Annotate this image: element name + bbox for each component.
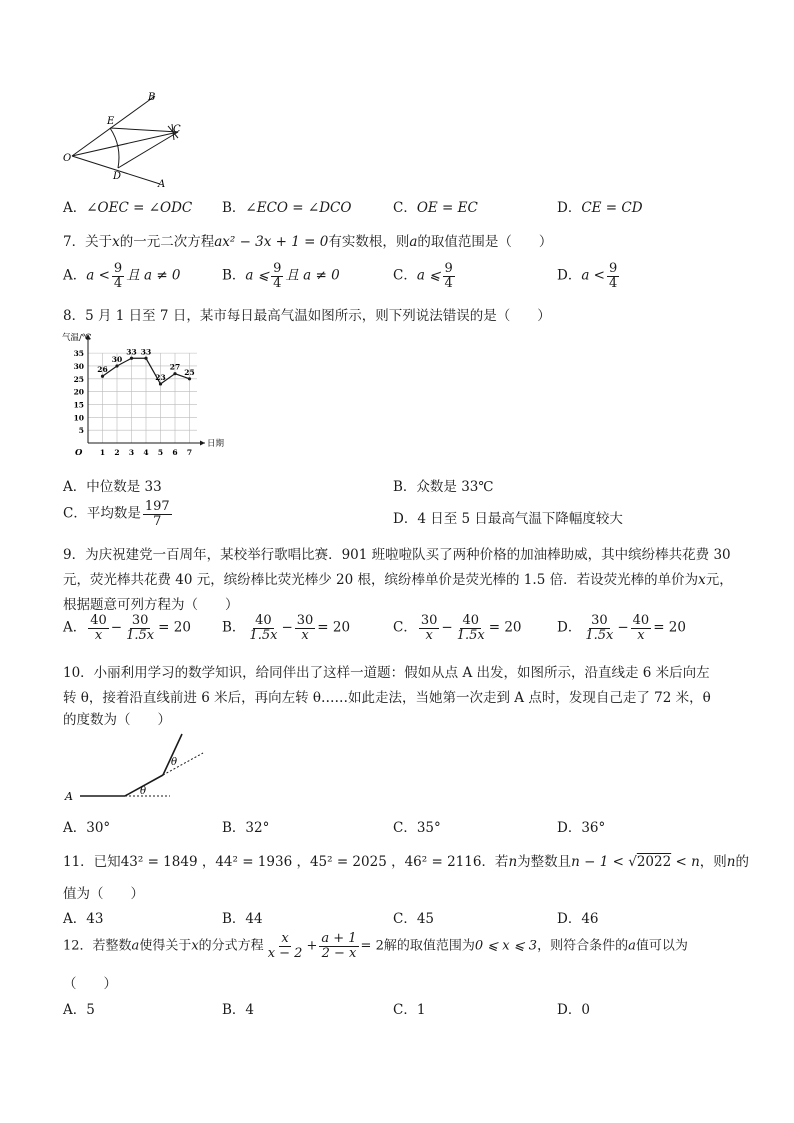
option-label: B． — [222, 200, 246, 216]
q8-option-c[interactable]: C．平均数是 $\frac{197}{7}$ — [63, 499, 170, 529]
x-axis-label: 日期 — [207, 439, 225, 449]
x-tick-label: 5 — [157, 448, 164, 457]
q8-option-a[interactable]: A．中位数是 33 — [63, 479, 162, 495]
label-o: O — [63, 153, 72, 164]
y-axis-label: 气温/℃ — [62, 333, 92, 343]
q6-option-b[interactable] — [222, 196, 351, 216]
y-tick-label: 15 — [73, 400, 84, 410]
q8-option-b[interactable]: B．众数是 33℃ — [393, 479, 494, 495]
q12-option-b[interactable]: B．4 — [222, 1002, 255, 1018]
q8-stem: 8．5 月 1 日至 7 日，某市每日最高气温如图所示，则下列说法错误的是（ ） — [63, 308, 551, 324]
q10-line-3: 的度数为（ ） — [63, 712, 171, 728]
q11-option-c[interactable]: C．45 — [393, 911, 435, 927]
label-d: D — [113, 171, 122, 182]
data-point — [130, 357, 133, 360]
q6-option-c[interactable] — [393, 196, 478, 216]
q12-option-d[interactable]: D．0 — [557, 1002, 590, 1018]
option-text: OE = EC — [416, 200, 478, 216]
q9-option-a[interactable]: A． $\frac{40}{x}$ − $\frac{30}{1.5x}$ = 20 — [63, 613, 191, 643]
q7-stem: 7．关于x的一元二次方程ax² − 3x + 1 = 0有实数根，则a的取值范围是（ ） — [63, 234, 553, 250]
data-point — [115, 364, 118, 367]
y-tick-label: 30 — [73, 361, 84, 371]
label-theta-1: θ — [140, 786, 147, 797]
q10-line-1: 10．小丽利用学习的数学知识，给同伴出了这样一道题：假如从点 A 出发，如图所示，沿直线走 6 米后向左 — [63, 665, 710, 681]
data-label: 23 — [155, 372, 166, 382]
option-label: C． — [393, 200, 417, 216]
q9-line-2: 元，荧光棒共花费 40 元，缤纷棒比荧光棒少 20 根，缤纷棒单价是荧光棒的 1.5 倍．若设荧光棒的单价为x元， — [63, 572, 733, 588]
q11-stem: 11．已知43² = 1849 ，44² = 1936 ，45² = 2025 ，46² = 2116．若n为整数且n − 1 < √2022 < n，则n的 — [63, 854, 749, 870]
option-label: A． — [63, 200, 87, 216]
y-tick-label: 10 — [73, 413, 84, 423]
label-a: A — [65, 790, 73, 803]
q10-option-d[interactable]: D．36° — [557, 820, 606, 836]
q12-option-a[interactable]: A．5 — [63, 1002, 95, 1018]
option-text: ∠OEC = ∠ODC — [86, 200, 193, 216]
data-point — [101, 375, 104, 378]
data-point — [173, 372, 176, 375]
data-label: 25 — [184, 367, 195, 377]
q6-option-d[interactable] — [557, 196, 643, 216]
option-text: CE = CD — [581, 200, 643, 216]
q8-option-d[interactable]: D．4 日至 5 日最高气温下降幅度较大 — [393, 511, 623, 527]
q9-line-1: 9．为庆祝建党一百周年，某校举行歌唱比赛．901 班啦啦队买了两种价格的加油棒助威，其中缤纷棒共花费 30 — [63, 547, 731, 563]
x-tick-label: 2 — [114, 448, 120, 457]
q6-option-a[interactable] — [63, 196, 192, 216]
x-tick-label: 1 — [99, 448, 106, 457]
label-theta-2: θ — [171, 757, 178, 768]
origin-label: O — [75, 448, 83, 458]
y-tick-label: 25 — [73, 374, 84, 384]
label-a: A — [158, 179, 166, 190]
label-b: B — [148, 92, 156, 103]
data-label: 33 — [140, 347, 152, 357]
q11-line-2: 值为（ ） — [63, 886, 144, 902]
q10-option-a[interactable]: A．30° — [63, 820, 111, 836]
data-point — [144, 357, 147, 360]
q11-option-a[interactable]: A．43 — [63, 911, 104, 927]
y-tick-label: 35 — [73, 349, 84, 359]
data-label: 27 — [169, 362, 181, 372]
y-tick-label: 5 — [78, 426, 84, 436]
x-tick-label: 4 — [143, 448, 149, 457]
q9-option-d[interactable]: D． $\frac{30}{1.5x}$ − $\frac{40}{x}$ = 20 — [557, 613, 686, 643]
q12-line-2: （ ） — [63, 976, 117, 992]
label-e: E — [107, 116, 115, 127]
q9-option-b[interactable]: B． $\frac{40}{1.5x}$ − $\frac{30}{x}$ = 20 — [222, 613, 351, 643]
data-point — [188, 377, 191, 380]
q11-option-b[interactable]: B．44 — [222, 911, 263, 927]
path-segment-3 — [163, 734, 182, 775]
x-tick-label: 3 — [128, 448, 135, 457]
q9-line-3: 根据题意可列方程为（ ） — [63, 597, 239, 613]
segment-dc — [118, 132, 178, 168]
q9-option-c[interactable]: C． $\frac{30}{x}$ − $\frac{40}{1.5x}$ = 20 — [393, 613, 522, 643]
q7-option-b[interactable]: B．a ⩽ $\frac{9}{4}$ 且 a ≠ 0 — [222, 261, 340, 291]
q7-option-c[interactable]: C．a ⩽ $\frac{9}{4}$ — [393, 261, 453, 291]
extension-2 — [163, 753, 203, 775]
q10-figure — [60, 728, 220, 808]
x-tick-label: 6 — [172, 448, 178, 457]
q10-line-2: 转 θ，接着沿直线前进 6 米后，再向左转 θ……如此走法，当她第一次走到 A 点时，发现自己走了 72 米，θ — [63, 690, 711, 706]
data-label: 33 — [126, 347, 137, 357]
q8-temperature-chart — [60, 328, 230, 468]
q12-stem: 12．若整数a使得关于x的分式方程 $\frac{x}{x - 2}$ + $\frac{a + 1}{2 - x}$ = 2解的取值范围为0 ⩽ x ⩽ 3，则符合条件的a值可以为 — [63, 931, 688, 961]
y-tick-label: 20 — [73, 387, 84, 397]
q10-option-b[interactable]: B．32° — [222, 820, 270, 836]
option-text: ∠ECO = ∠DCO — [245, 200, 352, 216]
q7-option-a[interactable]: A．a < $\frac{9}{4}$ 且 a ≠ 0 — [63, 261, 181, 291]
q11-option-d[interactable]: D．46 — [557, 911, 599, 927]
x-axis-arrow — [200, 441, 205, 446]
arc-ed — [110, 128, 119, 168]
q12-option-c[interactable]: C．1 — [393, 1002, 426, 1018]
segment-ec — [110, 128, 178, 132]
q7-option-d[interactable]: D．a < $\frac{9}{4}$ — [557, 261, 618, 291]
option-label: D． — [557, 200, 582, 216]
data-label: 30 — [111, 354, 123, 364]
label-c: C — [173, 124, 181, 135]
data-point — [159, 382, 162, 385]
data-label: 26 — [97, 365, 108, 375]
q6-figure — [60, 88, 200, 193]
q10-option-c[interactable]: C．35° — [393, 820, 441, 836]
radicand: 2022 — [636, 854, 672, 870]
x-tick-label: 7 — [186, 448, 193, 457]
